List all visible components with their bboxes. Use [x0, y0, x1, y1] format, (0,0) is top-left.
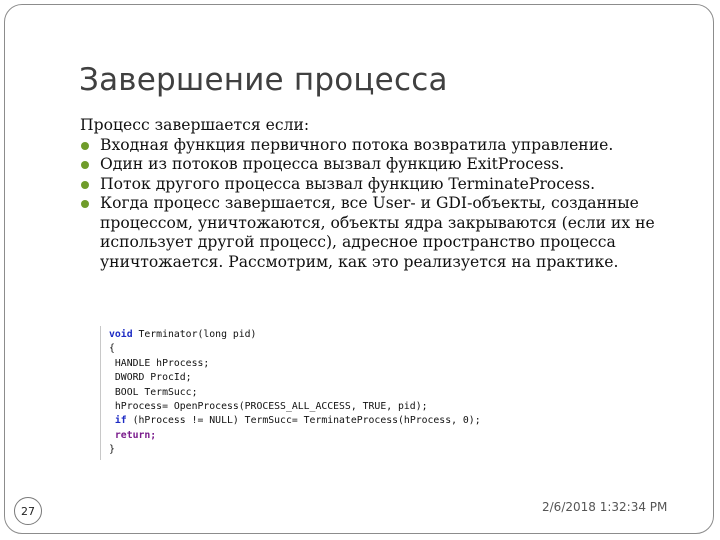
bullet-item	[80, 155, 680, 175]
bullet-text: Когда процесс завершается, все User- и GDI-объекты, созданные процессом, уничтожаются, объекты ядра закрываются (если их не использует другой процесс), адресное пространство процесса уничтожается. Рассмотрим, как это реализуется на практике.	[100, 194, 655, 271]
bullet-text: Поток другого процесса вызвал функцию TerminateProcess.	[100, 174, 596, 193]
bullet-item	[80, 175, 680, 195]
code-line	[109, 429, 540, 443]
bullet-list	[80, 136, 680, 273]
code-keyword: void	[109, 329, 133, 340]
code-line: }	[109, 444, 115, 456]
intro-text: Процесс завершается если:	[80, 116, 310, 134]
bullet-item	[80, 136, 680, 156]
footer-date: 2/6/2018 1:32:34 PM	[542, 500, 668, 514]
code-line: {	[109, 343, 115, 355]
bullet-dot-icon	[81, 181, 89, 189]
code-snippet	[100, 326, 540, 460]
code-text: (hProcess != NULL) TermSucc= TerminateProcess(hProcess, 0);	[126, 415, 481, 427]
code-line	[109, 414, 540, 428]
code-line: DWORD ProcId;	[109, 372, 192, 384]
page-number-badge	[14, 497, 42, 525]
code-line: BOOL TermSucc;	[109, 386, 198, 398]
code-keyword: return;	[109, 429, 157, 441]
code-line: hProcess= OpenProcess(PROCESS_ALL_ACCESS, TRUE, pid);	[109, 400, 428, 412]
bullet-dot-icon	[81, 200, 89, 208]
bullet-text: Входная функция первичного потока возвратила управление.	[100, 135, 614, 154]
code-text: Terminator(long pid)	[132, 329, 257, 340]
bullet-item	[80, 194, 680, 272]
bullet-dot-icon	[81, 161, 89, 169]
slide-title: Завершение процесса	[79, 62, 448, 98]
bullet-text: Один из потоков процесса вызвал функцию ExitProcess.	[100, 155, 565, 173]
code-line	[109, 328, 540, 342]
page-number: 27	[21, 504, 35, 518]
code-line: HANDLE hProcess;	[109, 357, 210, 369]
slide-content	[80, 116, 680, 272]
bullet-dot-icon	[81, 142, 89, 150]
code-keyword: if	[109, 415, 127, 427]
